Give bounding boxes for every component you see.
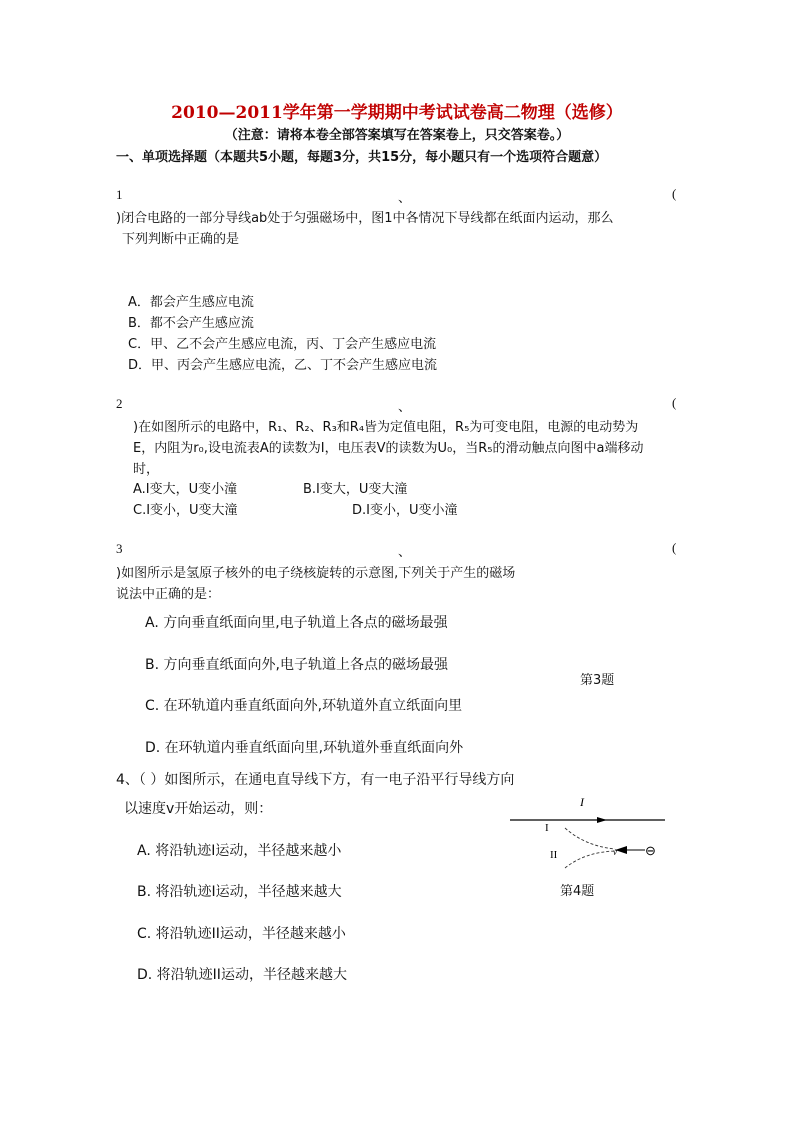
q1-option-b: B．都不会产生感应流 [128,316,254,331]
q4-stem-line2: 以速度v开始运动，则： [124,801,273,817]
q3-number: 3 [116,541,123,556]
q2-option-d: D.I变小，U变小潼 [352,503,458,518]
q2-option-a: A.I变大，U变小潼 [133,482,238,497]
q1-stem-line2: 下列判断中正确的是 [122,232,240,247]
q3-option-c: C. 在环轨道内垂直纸面向外,环轨道外直立纸面向里 [145,698,463,714]
q2-stem-line3: 时， [133,462,160,477]
path-i-label: I [545,822,549,834]
q3-option-a: A. 方向垂直纸面向里,电子轨道上各点的磁场最强 [145,615,448,631]
q3-stem-line1: )如图所示是氢原子核外的电子绕核旋转的示意图,下列关于产生的磁场 [116,566,516,581]
q4-option-c: C. 将沿轨迹II运动，半径越来越小 [137,926,346,942]
q1-option-c: C．甲、乙不会产生感应电流，丙、丁会产生感应电流 [128,337,437,352]
q2-separator: 、 [398,399,412,414]
trajectory-ii [565,851,615,868]
q1-option-d: D．甲、丙会产生感应电流，乙、丁不会产生感应电流 [128,358,438,373]
q4-option-d: D. 将沿轨迹II运动，半径越来越大 [137,967,347,983]
current-label: I [580,795,584,809]
q2-paren: ( [672,395,677,410]
q2-stem-line1: )在如图所示的电路中，R₁、R₂、R₃和R₄皆为定值电阻，R₅为可变电阻，电源的电动势为 [133,420,639,435]
q3-separator: 、 [398,544,412,559]
q3-paren: ( [672,540,677,555]
q1-paren: ( [672,186,677,201]
q2-option-b: B.I变大，U变大潼 [303,482,408,497]
q4-option-a: A. 将沿轨迹I运动，半径越来越小 [137,843,342,859]
q1-separator: 、 [398,190,412,205]
q4-stem-line1: 4、（ ）如图所示，在通电直导线下方，有一电子沿平行导线方向 [116,772,515,788]
electron-icon: ⊖ [645,843,656,858]
q3-stem-line2: 说法中正确的是： [116,587,221,602]
trajectory-i [565,828,615,849]
q4-option-b: B. 将沿轨迹I运动，半径越来越大 [137,884,342,900]
q1-number: 1 [116,187,123,202]
section-heading: 一、单项选择题（本题共5小题，每题3分，共15分，每小题只有一个选项符合题意） [116,150,608,165]
q3-figure-label: 第3题 [580,673,615,688]
q3-option-b: B. 方向垂直纸面向外,电子轨道上各点的磁场最强 [145,657,448,673]
q2-number: 2 [116,396,123,411]
q1-stem-line1: )闭合电路的一部分导线ab处于匀强磁场中，图1中各情况下导线都在纸面内运动，那么 [116,211,614,226]
q2-stem-line2: E，内阻为r₀,设电流表A的读数为I，电压表V的读数为U₀，当R₅的滑动触点向图中a端移动 [133,441,644,456]
q2-option-c: C.I变小，U变大潼 [133,503,238,518]
path-ii-label: II [550,849,558,861]
velocity-label: v [613,847,617,857]
current-arrow-icon [597,817,607,823]
q3-option-d: D. 在环轨道内垂直纸面向里,环轨道外垂直纸面向外 [145,740,464,756]
q4-figure-caption: 第4题 [560,884,595,899]
page-title: 2010—2011学年第一学期期中考试试卷高二物理（选修） [171,103,623,123]
q1-option-a: A．都会产生感应电流 [128,295,254,310]
exam-note: （注意：请将本卷全部答案填写在答案卷上，只交答案卷。） [224,128,570,143]
